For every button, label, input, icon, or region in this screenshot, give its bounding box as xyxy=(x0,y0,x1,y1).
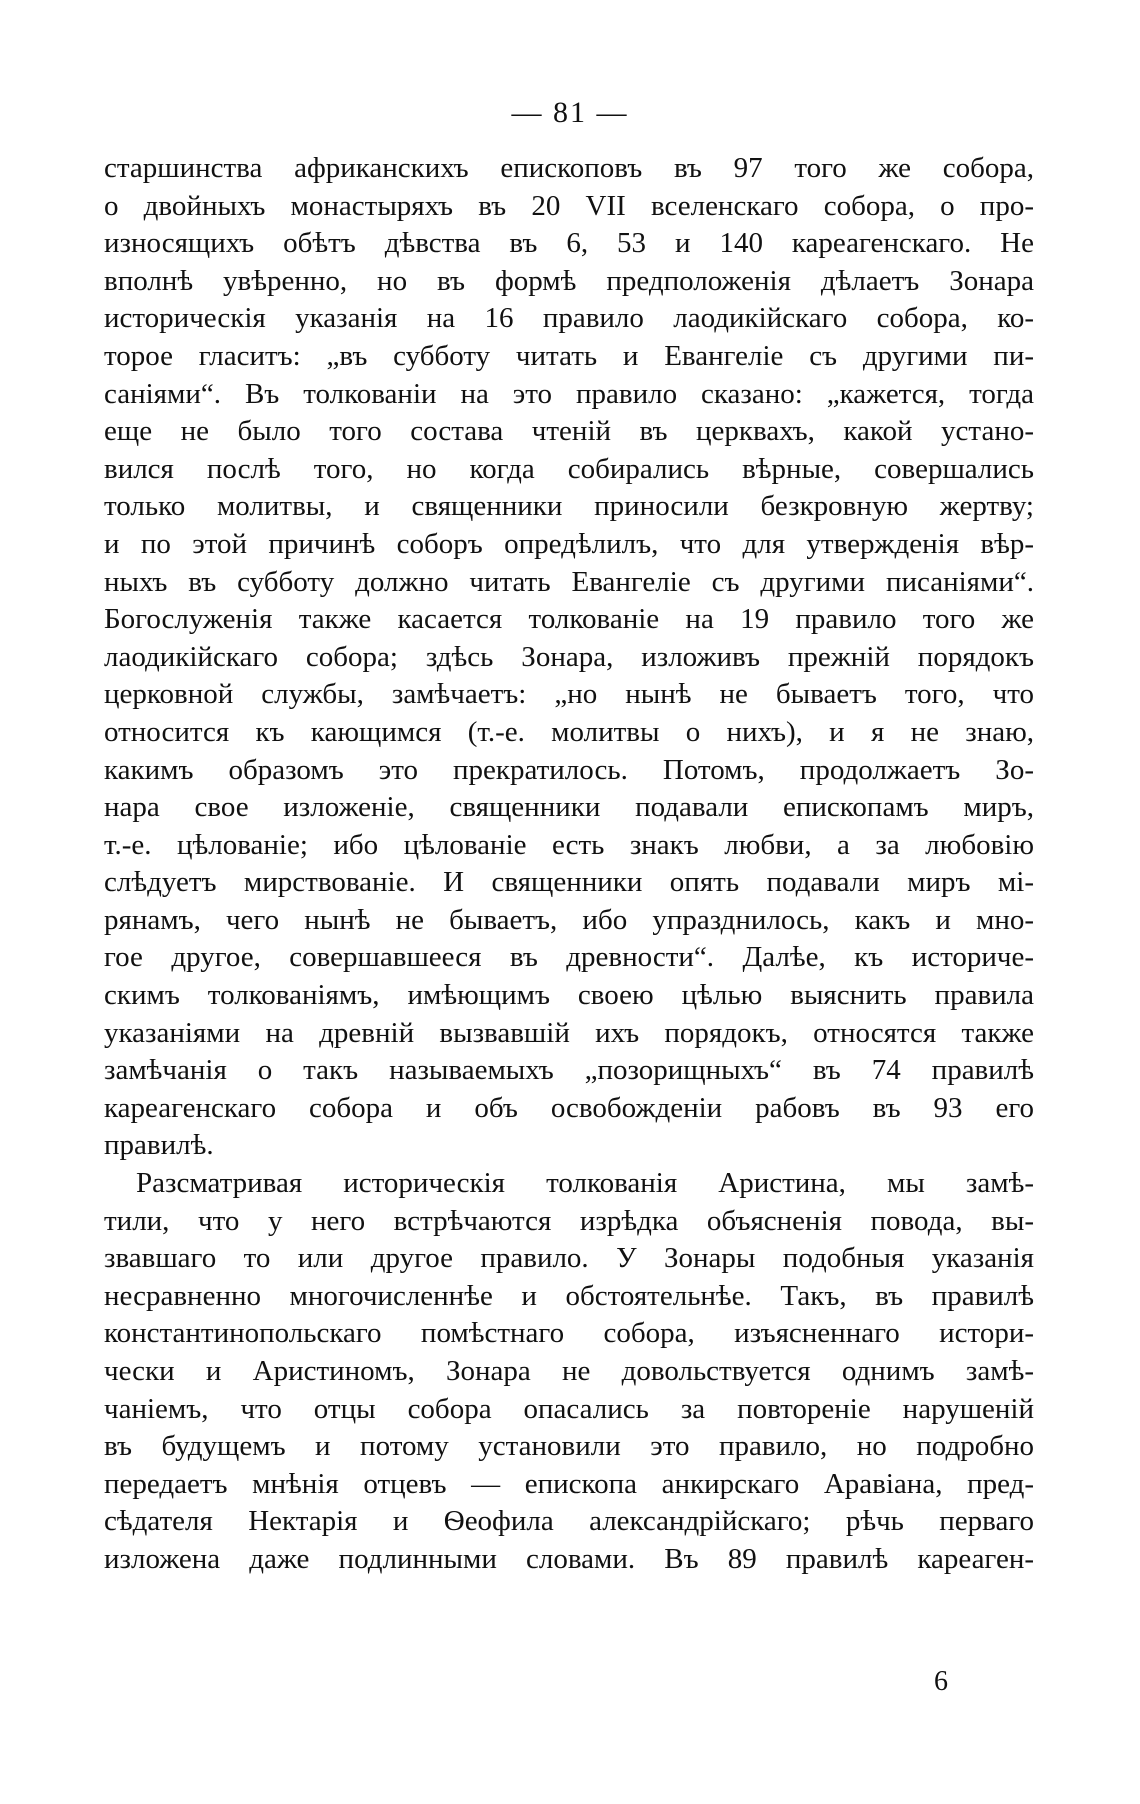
text-line: вполнѣ увѣренно, но въ формѣ предположенія дѣлаетъ Зонара xyxy=(104,264,1034,297)
text-line: какимъ образомъ это прекратилось. Потомъ, продолжаетъ Зо- xyxy=(104,753,1034,786)
text-line: церковной службы, замѣчаетъ: „но нынѣ не бываетъ того, что xyxy=(104,678,1034,711)
text-line: торое гласитъ: „въ субботу читать и Евангеліе съ другими пи- xyxy=(104,339,1034,372)
text-line: тили, что у него встрѣчаются изрѣдка объясненія повода, вы- xyxy=(104,1204,1034,1237)
text-line: только молитвы, и священники приносили безкровную жертву; xyxy=(104,490,1034,523)
text-line: слѣдуетъ мирствованіе. И священники опять подавали миръ мі- xyxy=(104,866,1034,899)
text-line: т.-е. цѣлованіе; ибо цѣлованіе есть знакъ любви, а за любовію xyxy=(104,828,1034,861)
text-line: старшинства африканскихъ епископовъ въ 97 того же собора, xyxy=(104,152,1034,184)
text-line: правилѣ. xyxy=(104,1129,214,1162)
text-line: замѣчанія о такъ называемыхъ „позорищныхъ“ въ 74 правилѣ xyxy=(104,1054,1034,1087)
text-line: указаніями на древній вызвавшій ихъ порядокъ, относятся также xyxy=(104,1016,1034,1049)
text-line: нара свое изложеніе, священники подавали епископамъ миръ, xyxy=(104,791,1034,824)
text-line: износящихъ обѣтъ дѣвства въ 6, 53 и 140 кареагенскаго. Не xyxy=(104,227,1034,260)
text-body xyxy=(104,150,1034,1579)
text-line: изложена даже подлинными словами. Въ 89 правилѣ кареаген- xyxy=(104,1542,1034,1575)
text-line: сѣдателя Нектарія и Ѳеофила александрійскаго; рѣчь перваго xyxy=(104,1505,1034,1538)
text-line: саніями“. Въ толкованіи на это правило сказано: „кажется, тогда xyxy=(104,377,1034,410)
text-line: Разсматривая историческія толкованія Аристина, мы замѣ- xyxy=(136,1167,1034,1200)
signature-mark: 6 xyxy=(934,1666,948,1697)
text-line: въ будущемъ и потому установили это правило, но подробно xyxy=(104,1430,1034,1463)
text-line: скимъ толкованіямъ, имѣющимъ своею цѣлью выяснить правила xyxy=(104,979,1034,1012)
text-line: звавшаго то или другое правило. У Зонары подобныя указанія xyxy=(104,1242,1034,1275)
text-line: несравненно многочисленнѣе и обстоятельнѣе. Такъ, въ правилѣ xyxy=(104,1279,1034,1312)
text-line: о двойныхъ монастыряхъ въ 20 VII вселенскаго собора, о про- xyxy=(104,189,1034,222)
text-line: лаодикійскаго собора; здѣсь Зонара, изложивъ прежній порядокъ xyxy=(104,640,1034,673)
paragraph-2 xyxy=(104,1165,1034,1579)
page-number: — 81 — xyxy=(511,96,629,129)
text-line: вился послѣ того, но когда собирались вѣрные, совершались xyxy=(104,452,1034,485)
text-line: рянамъ, чего нынѣ не бываетъ, ибо упразднилось, какъ и мно- xyxy=(104,903,1034,936)
text-line: чаніемъ, что отцы собора опасались за повтореніе нарушеній xyxy=(104,1392,1034,1425)
text-line: передаетъ мнѣнія отцевъ — епископа анкирскаго Аравіана, пред- xyxy=(104,1467,1034,1500)
text-line: относится къ кающимся (т.-е. молитвы о нихъ), и я не знаю, xyxy=(104,715,1034,748)
text-line: чески и Аристиномъ, Зонара не довольствуется однимъ замѣ- xyxy=(104,1355,1034,1387)
text-line: и по этой причинѣ соборъ опредѣлилъ, что для утвержденія вѣр- xyxy=(104,527,1034,560)
text-line: константинопольскаго помѣстнаго собора, изъясненнаго истори- xyxy=(104,1317,1034,1350)
paragraph-1 xyxy=(104,150,1034,1165)
text-line: кареагенскаго собора и объ освобожденіи рабовъ въ 93 его xyxy=(104,1091,1034,1124)
text-line: гое другое, совершавшееся въ древности“. Далѣе, къ историче- xyxy=(104,941,1034,974)
text-line: Богослуженія также касается толкованіе на 19 правило того же xyxy=(104,603,1034,636)
text-line: еще не было того состава чтеній въ церквахъ, какой устано- xyxy=(104,415,1034,448)
text-line: ныхъ въ субботу должно читать Евангеліе съ другими писаніями“. xyxy=(104,565,1034,598)
text-line: историческія указанія на 16 правило лаодикійскаго собора, ко- xyxy=(104,302,1034,335)
